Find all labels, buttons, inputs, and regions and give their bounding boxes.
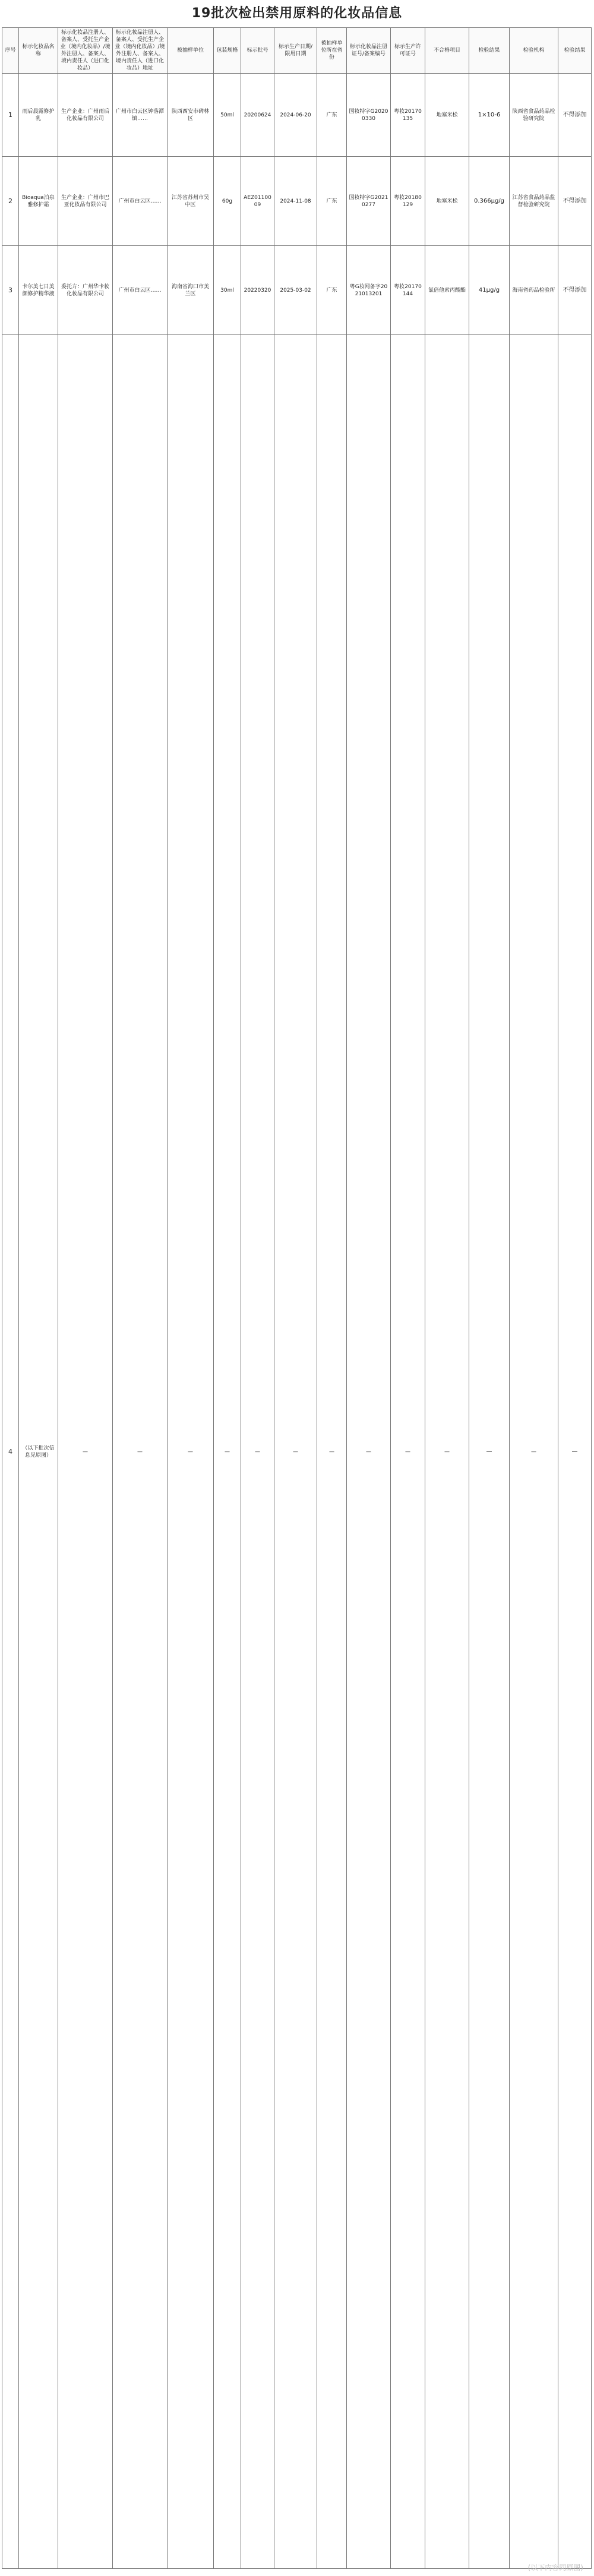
table-cell: Bioaqua泊泉雅修护霜 xyxy=(19,157,58,246)
table-cell: 3 xyxy=(2,246,19,335)
table-cell: 60g xyxy=(214,157,241,246)
table-cell: — xyxy=(58,335,113,2569)
table-cell: 广州市白云区…… xyxy=(113,157,168,246)
column-header: 标示化妆品注册人、备案人、受托生产企业（境内化妆品）/境外注册人、备案人、境内责任人（进口化妆品） xyxy=(58,28,113,74)
table-cell: 陕西省食品药品检验研究院 xyxy=(510,74,558,157)
table-cell: 地塞米松 xyxy=(425,74,469,157)
table-row xyxy=(2,157,592,246)
table-cell: 1×10-6 xyxy=(469,74,510,157)
table-cell: — xyxy=(425,335,469,2569)
cosmetics-table xyxy=(2,27,592,2569)
table-cell: 广州市白云区钟落潭镇…… xyxy=(113,74,168,157)
table-cell: 2024-11-08 xyxy=(274,157,317,246)
table-cell: 地塞米松 xyxy=(425,157,469,246)
table-cell: — xyxy=(558,335,592,2569)
table-cell: 陕西西安市碑林区 xyxy=(168,74,214,157)
table-row xyxy=(2,246,592,335)
column-header: 标示生产许可证号 xyxy=(391,28,425,74)
table-cell: — xyxy=(274,335,317,2569)
column-header: 标示生产日期/限用日期 xyxy=(274,28,317,74)
table-cell: — xyxy=(469,335,510,2569)
column-header: 被抽样单位所在省份 xyxy=(317,28,347,74)
table-cell: 广东 xyxy=(317,157,347,246)
table-cell: 41μg/g xyxy=(469,246,510,335)
table-cell: 不得添加 xyxy=(558,157,592,246)
column-header: 检验机构 xyxy=(510,28,558,74)
table-cell: （以下批次信息见原图） xyxy=(19,335,58,2569)
table-cell: 20200624 xyxy=(241,74,274,157)
table-cell: 国妆特字G20210277 xyxy=(347,157,391,246)
table-cell: 广东 xyxy=(317,246,347,335)
table-cell: 广州市白云区…… xyxy=(113,246,168,335)
table-cell: — xyxy=(347,335,391,2569)
column-header: 标示批号 xyxy=(241,28,274,74)
table-cell: 卡尔美七日美颜修护精华液 xyxy=(19,246,58,335)
table-cell: 0.366μg/g xyxy=(469,157,510,246)
table-cell: AEZ0110009 xyxy=(241,157,274,246)
column-header: 标示化妆品注册证号/备案编号 xyxy=(347,28,391,74)
table-cell: 粤G妆网备字2021013201 xyxy=(347,246,391,335)
table-cell: 江苏省苏州市吴中区 xyxy=(168,157,214,246)
table-cell: 海南省药品检验所 xyxy=(510,246,558,335)
table-cell: 生产企业：广州市巴亚化妆品有限公司 xyxy=(58,157,113,246)
table-cell: 国妆特字G20200330 xyxy=(347,74,391,157)
table-cell: — xyxy=(391,335,425,2569)
table-cell: 生产企业：广州雨后化妆品有限公司 xyxy=(58,74,113,157)
table-cell: 粤妆20180129 xyxy=(391,157,425,246)
table-row xyxy=(2,74,592,157)
table-cell: — xyxy=(113,335,168,2569)
table-cell: 2025-03-02 xyxy=(274,246,317,335)
column-header: 序号 xyxy=(2,28,19,74)
table-cell: 粤妆20170144 xyxy=(391,246,425,335)
table-cell: 委托方：广州华卡妆化妆品有限公司 xyxy=(58,246,113,335)
page-title: 19批次检出禁用原料的化妆品信息 xyxy=(191,6,403,21)
table-cell: 雨后晨露修护乳 xyxy=(19,74,58,157)
table-cell: 不得添加 xyxy=(558,246,592,335)
table-cell: 不得添加 xyxy=(558,74,592,157)
table-cell: — xyxy=(510,335,558,2569)
table-cell: — xyxy=(214,335,241,2569)
table-cell: 江苏省食品药品监督检验研究院 xyxy=(510,157,558,246)
table-row xyxy=(2,335,592,2569)
column-header: 检验结果 xyxy=(558,28,592,74)
column-header: 被抽样单位 xyxy=(168,28,214,74)
table-cell: — xyxy=(168,335,214,2569)
column-header: 不合格项目 xyxy=(425,28,469,74)
table-cell: 20220320 xyxy=(241,246,274,335)
table-cell: 4 xyxy=(2,335,19,2569)
table-body xyxy=(2,74,592,2569)
table-cell: 2024-06-20 xyxy=(274,74,317,157)
table-cell: 2 xyxy=(2,157,19,246)
column-header: 标示化妆品名称 xyxy=(19,28,58,74)
column-header: 检验结果 xyxy=(469,28,510,74)
column-header: 标示化妆品注册人、备案人、受托生产企业（境内化妆品）/境外注册人、备案人、境内责任人（进口化妆品）地址 xyxy=(113,28,168,74)
table-cell: — xyxy=(241,335,274,2569)
table-cell: 广东 xyxy=(317,74,347,157)
table-cell: 30ml xyxy=(214,246,241,335)
table-cell: 海南省海口市美兰区 xyxy=(168,246,214,335)
table-cell: — xyxy=(317,335,347,2569)
watermark: (以下内容同原图) xyxy=(527,2564,583,2572)
table-cell: 1 xyxy=(2,74,19,157)
header-row xyxy=(2,28,592,74)
column-header: 包装规格 xyxy=(214,28,241,74)
table-cell: 50ml xyxy=(214,74,241,157)
table-cell: 氯倍他索丙酸酯 xyxy=(425,246,469,335)
table-cell: 粤妆20170135 xyxy=(391,74,425,157)
